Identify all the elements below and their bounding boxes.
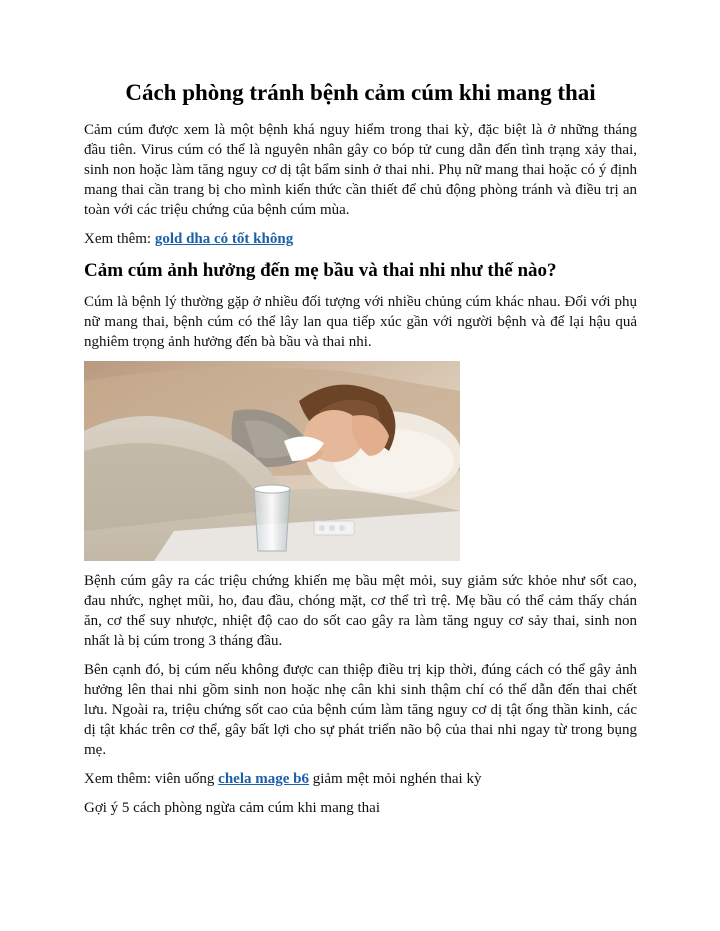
paragraph-2: Bệnh cúm gây ra các triệu chứng khiến mẹ bầu mệt mỏi, suy giảm sức khỏe như sốt cao, đau nhức, nghẹt mũi, ho, đau đầu, chóng mặt, cơ thể trì trệ. Mẹ bầu có thể cảm thấy chán ăn, cơ thể suy nhược, nhiệt độ cao do sốt cao gây ra làm tăng nguy cơ sảy thai, sinh non nhất là bị cúm trong 3 tháng đầu. (84, 573, 637, 649)
see-more-prefix-2: Xem thêm: viên uống (84, 771, 219, 787)
tips-intro: Gợi ý 5 cách phòng ngừa cảm cúm khi mang thai (84, 800, 380, 816)
see-more-prefix-1: Xem thêm: (84, 231, 155, 247)
sick-woman-photo (84, 361, 460, 561)
chela-mage-b6-link[interactable]: chela mage b6 (218, 771, 309, 787)
see-more-line-1 (84, 229, 637, 249)
document-page (84, 78, 637, 827)
intro-paragraph: Cảm cúm được xem là một bệnh khá nguy hiểm trong thai kỳ, đặc biệt là ở những tháng đầu tiên. Virus cúm có thể là nguyên nhân gây co bóp tử cung dẫn đến tình trạng xảy thai, sinh non hoặc làm tăng nguy cơ dị tật bẩm sinh ở thai nhi. Phụ nữ mang thai hoặc có ý định mang thai cần trang bị cho mình kiến thức cần thiết để chủ động phòng tránh và điều trị an toàn với các triệu chứng của bệnh cúm mùa. (84, 122, 637, 218)
section-heading: Cảm cúm ảnh hưởng đến mẹ bầu và thai nhi như thế nào? (84, 260, 557, 281)
paragraph-1: Cúm là bệnh lý thường gặp ở nhiều đối tượng với nhiều chủng cúm khác nhau. Đối với phụ nữ mang thai, bệnh cúm có thể lây lan qua tiếp xúc gần với người bệnh và để lại hậu quả nghiêm trọng ảnh hưởng đến bà bầu và thai nhi. (84, 294, 637, 350)
page-title: Cách phòng tránh bệnh cảm cúm khi mang thai (125, 80, 596, 105)
see-more-suffix-2: giảm mệt mỏi nghén thai kỳ (308, 771, 482, 787)
paragraph-3: Bên cạnh đó, bị cúm nếu không được can thiệp điều trị kịp thời, đúng cách có thể gây ảnh hưởng lên thai nhi gồm sinh non hoặc nhẹ cân khi sinh thậm chí có thể dẫn đến thai chết lưu. Ngoài ra, triệu chứng sốt cao của bệnh cúm làm tăng nguy cơ dị tật ống thần kinh, các dị tật khác trên cơ thể, gây bất lợi cho sự phát triển não bộ của thai nhi ngay từ trong bụng mẹ. (84, 662, 637, 758)
gold-dha-link[interactable]: gold dha có tốt không (154, 231, 294, 247)
see-more-line-2 (84, 769, 637, 789)
